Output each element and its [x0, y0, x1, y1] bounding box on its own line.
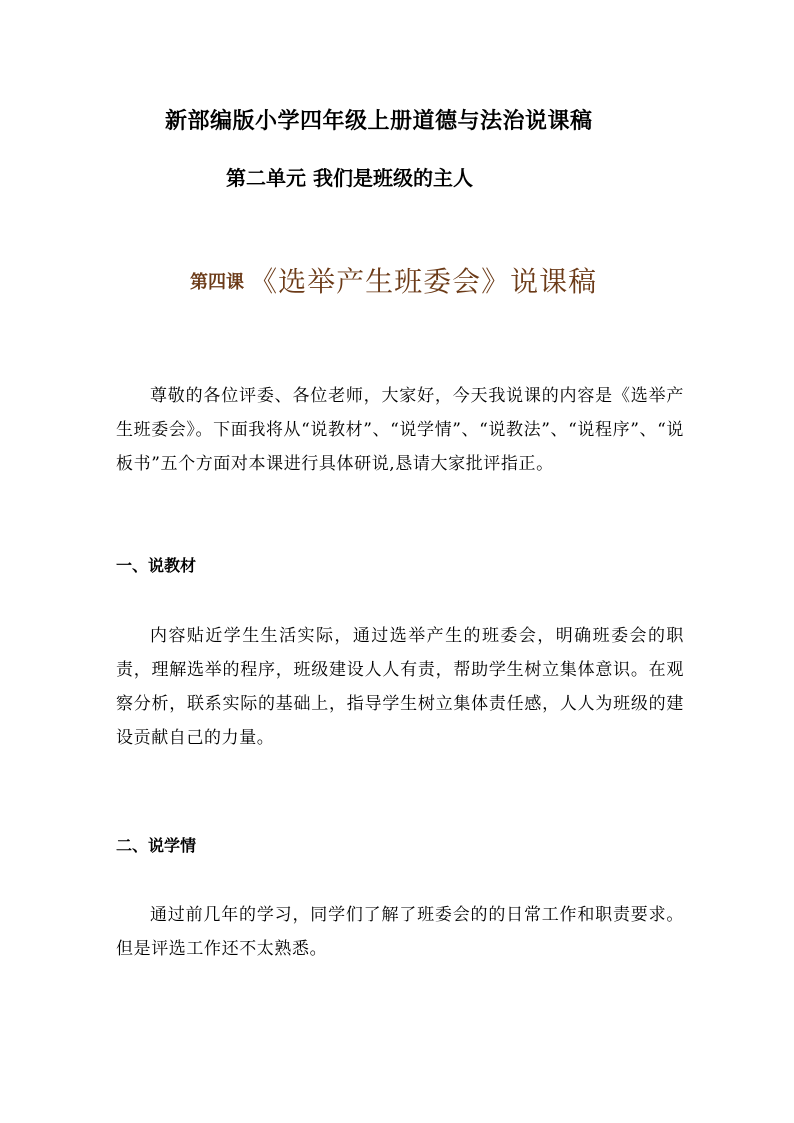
- lesson-number: 第四课: [190, 272, 244, 293]
- section-heading-students: 二、说学情: [116, 836, 197, 855]
- lesson-title: [190, 260, 597, 300]
- section-body-students: 通过前几年的学习，同学们了解了班委会的的日常工作和职责要求。但是评选工作还不太熟悉。: [116, 905, 684, 959]
- document-title: 新部编版小学四年级上册道德与法治说课稿: [165, 109, 593, 134]
- unit-title: 第二单元 我们是班级的主人: [226, 166, 473, 190]
- lesson-name: 《选举产生班委会》说课稿: [249, 265, 598, 298]
- section-body-textbook: 内容贴近学生生活实际，通过选举产生的班委会，明确班委会的职责，理解选举的程序，班级建设人人有责，帮助学生树立集体意识。在观察分析，联系实际的基础上，指导学生树立集体责任感，人人为班级的建设贡献自己的力量。: [116, 626, 684, 748]
- intro-paragraph: 尊敬的各位评委、各位老师，大家好，今天我说课的内容是《选举产生班委会》。下面我将从“说教材”、“说学情”、“说教法”、“说程序”、“说板书”五个方面对本课进行具体研说,恳请大家批评指正。: [116, 386, 684, 474]
- section-heading-textbook: 一、说教材: [116, 556, 197, 575]
